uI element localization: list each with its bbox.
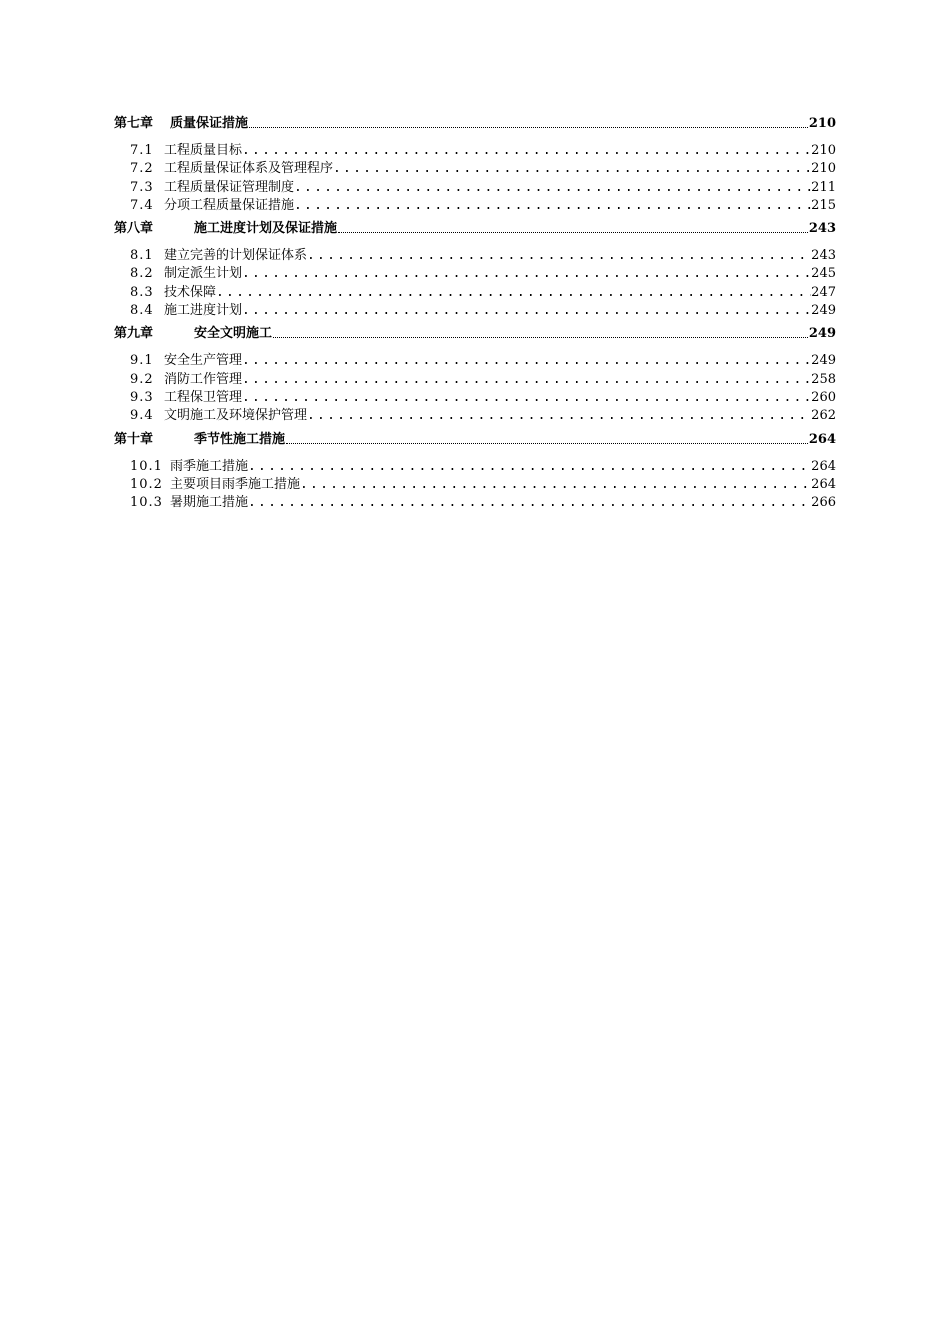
dot-leader — [294, 179, 811, 197]
section-list — [114, 142, 836, 215]
section-title: 工程质量保证体系及管理程序 — [164, 161, 334, 177]
dot-leader — [286, 443, 808, 444]
table-of-contents — [114, 114, 836, 516]
section-number: 7.2 — [130, 161, 154, 177]
section-page: 260 — [811, 389, 836, 405]
dot-leader — [333, 160, 811, 178]
toc-section[interactable] — [114, 371, 836, 389]
section-title: 建立完善的计划保证体系 — [164, 248, 308, 264]
chapter-page: 264 — [808, 431, 836, 447]
section-page: 247 — [811, 284, 836, 300]
section-page: 243 — [811, 248, 836, 264]
section-title: 暑期施工措施 — [170, 495, 249, 511]
toc-section[interactable] — [114, 476, 836, 494]
section-title: 技术保障 — [164, 284, 217, 300]
section-title: 主要项目雨季施工措施 — [170, 476, 301, 492]
section-number: 10.1 — [130, 458, 163, 474]
toc-section[interactable] — [114, 407, 836, 425]
toc-section[interactable] — [114, 179, 836, 197]
section-number: 9.1 — [130, 353, 154, 369]
section-title: 工程质量保证管理制度 — [164, 179, 295, 195]
toc-section[interactable] — [114, 284, 836, 302]
chapter-number: 第七章 — [114, 116, 154, 131]
toc-chapter-7[interactable] — [114, 114, 836, 133]
toc-section[interactable] — [114, 302, 836, 320]
section-number: 7.1 — [130, 143, 154, 158]
section-number: 10.2 — [130, 476, 163, 492]
section-page: 215 — [811, 197, 836, 213]
toc-section[interactable] — [114, 494, 836, 512]
dot-leader — [248, 458, 811, 476]
dot-leader — [216, 284, 811, 302]
toc-section[interactable] — [114, 160, 836, 178]
toc-section[interactable] — [114, 389, 836, 407]
section-page: 210 — [811, 161, 836, 177]
chapter-page: 243 — [808, 221, 836, 237]
section-page: 266 — [811, 495, 836, 511]
section-number: 9.2 — [130, 371, 154, 387]
chapter-page: 210 — [808, 116, 836, 131]
dot-leader — [242, 142, 811, 160]
dot-leader — [242, 352, 811, 370]
toc-section[interactable] — [114, 142, 836, 160]
section-title: 分项工程质量保证措施 — [164, 197, 295, 213]
dot-leader — [242, 371, 811, 389]
toc-chapter-10[interactable] — [114, 430, 836, 449]
section-number: 8.1 — [130, 248, 154, 264]
section-title: 工程质量目标 — [164, 143, 243, 158]
dot-leader — [307, 247, 811, 265]
dot-leader — [242, 265, 811, 283]
section-page: 249 — [811, 303, 836, 319]
section-page: 258 — [811, 371, 836, 387]
section-number: 8.2 — [130, 266, 154, 282]
toc-section[interactable] — [114, 197, 836, 215]
section-page: 264 — [811, 458, 836, 474]
toc-chapter-8[interactable] — [114, 219, 836, 238]
chapter-title: 安全文明施工 — [194, 326, 273, 342]
dot-leader — [242, 302, 811, 320]
chapter-number: 第八章 — [114, 221, 154, 237]
section-page: 262 — [811, 408, 836, 424]
section-number: 8.4 — [130, 303, 154, 319]
chapter-number: 第九章 — [114, 326, 154, 342]
section-page: 245 — [811, 266, 836, 282]
dot-leader — [242, 389, 811, 407]
dot-leader — [307, 407, 811, 425]
section-title: 制定派生计划 — [164, 266, 243, 282]
section-number: 9.4 — [130, 408, 154, 424]
toc-section[interactable] — [114, 247, 836, 265]
section-number: 10.3 — [130, 495, 163, 511]
toc-section[interactable] — [114, 265, 836, 283]
chapter-title: 施工进度计划及保证措施 — [194, 221, 338, 237]
dot-leader — [338, 232, 808, 233]
dot-leader — [248, 494, 811, 512]
section-number: 7.4 — [130, 197, 154, 213]
section-number: 7.3 — [130, 179, 154, 195]
section-page: 249 — [811, 353, 836, 369]
chapter-title: 季节性施工措施 — [194, 431, 286, 447]
section-page: 210 — [811, 143, 836, 158]
section-title: 雨季施工措施 — [170, 458, 249, 474]
dot-leader — [300, 476, 811, 494]
section-number: 9.3 — [130, 389, 154, 405]
section-page: 211 — [811, 179, 836, 195]
dot-leader — [249, 127, 808, 128]
section-page: 264 — [811, 476, 836, 492]
dot-leader — [294, 197, 811, 215]
dot-leader — [273, 337, 808, 338]
chapter-page: 249 — [808, 326, 836, 342]
section-list — [114, 352, 836, 425]
section-title: 施工进度计划 — [164, 303, 243, 319]
section-list — [114, 458, 836, 513]
section-list — [114, 247, 836, 320]
toc-chapter-9[interactable] — [114, 324, 836, 343]
section-number: 8.3 — [130, 284, 154, 300]
section-title: 工程保卫管理 — [164, 389, 243, 405]
section-title: 消防工作管理 — [164, 371, 243, 387]
toc-section[interactable] — [114, 352, 836, 370]
toc-section[interactable] — [114, 458, 836, 476]
section-title: 安全生产管理 — [164, 353, 243, 369]
section-title: 文明施工及环境保护管理 — [164, 408, 308, 424]
chapter-number: 第十章 — [114, 431, 154, 447]
chapter-title: 质量保证措施 — [170, 116, 249, 131]
